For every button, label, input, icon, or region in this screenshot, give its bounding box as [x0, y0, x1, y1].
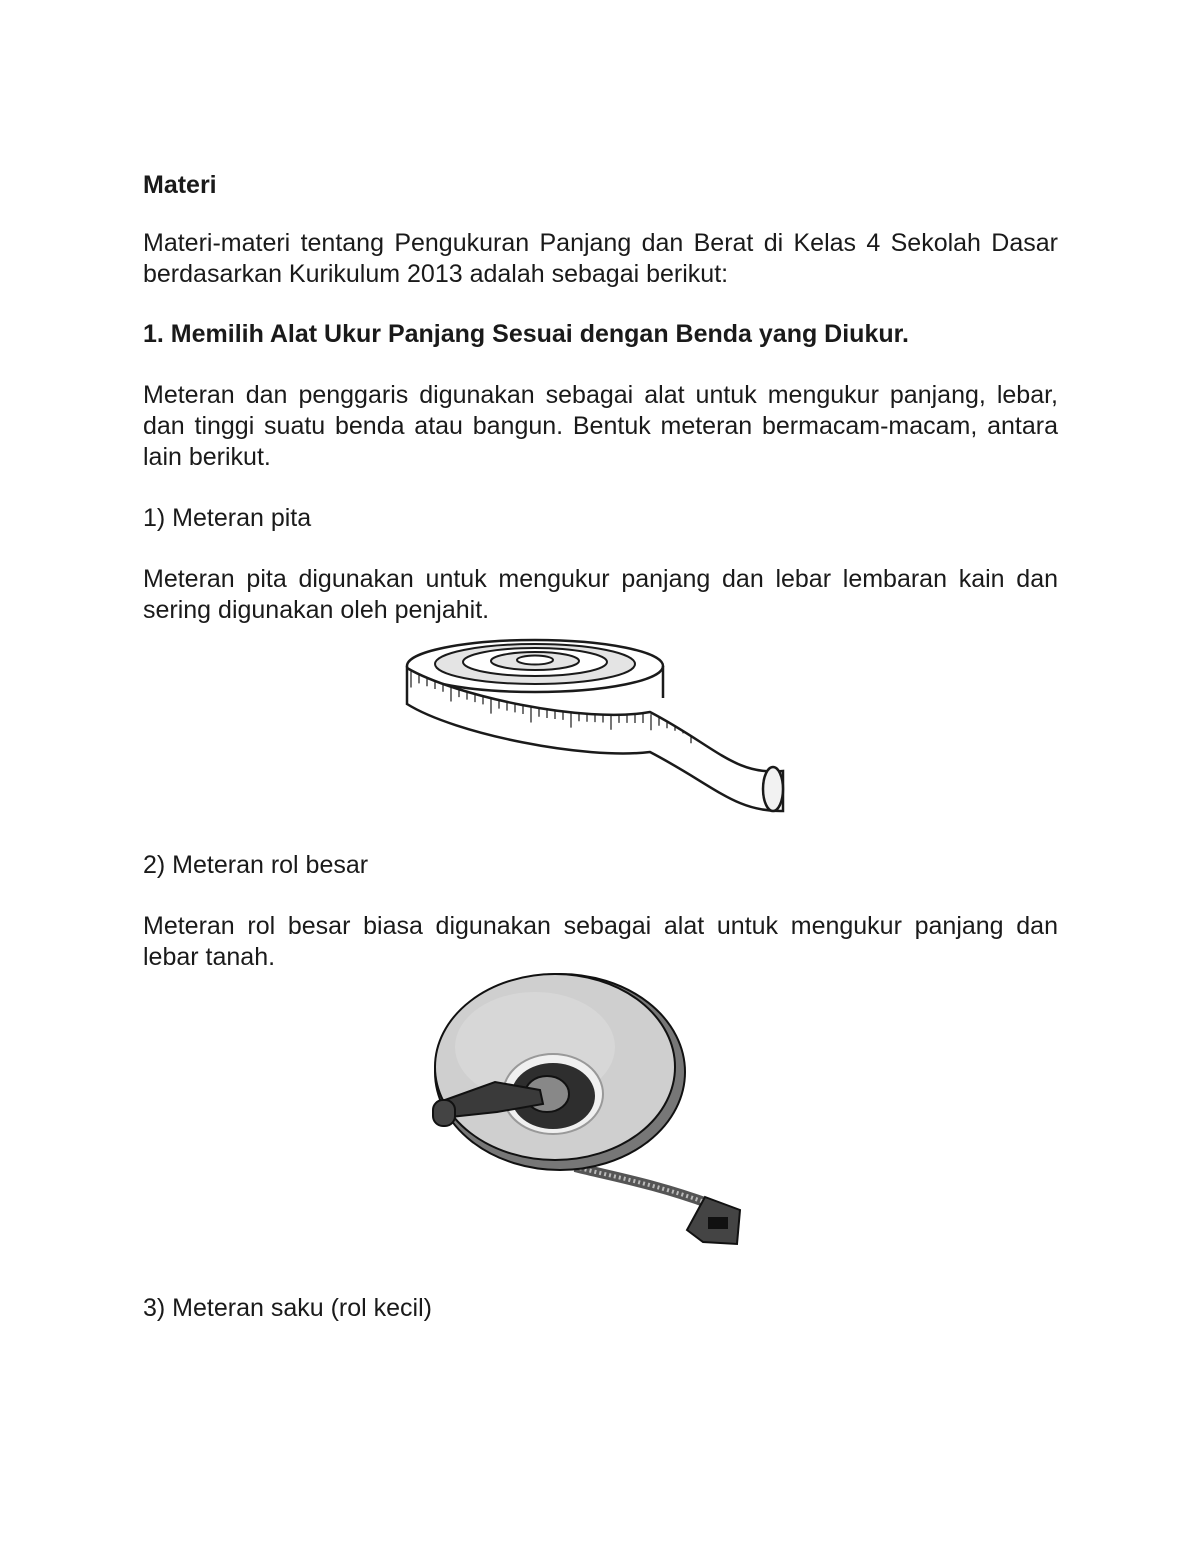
- section-title: 1. Memilih Alat Ukur Panjang Sesuai dengan Benda yang Diukur.: [143, 320, 909, 348]
- reel-tape-measure-icon: [425, 972, 755, 1262]
- page-heading: Materi: [143, 171, 217, 199]
- item-title-meteran-pita: 1) Meteran pita: [143, 504, 312, 532]
- item-description-meteran-pita: Meteran pita digunakan untuk mengukur panjang dan lebar lembaran kain dan sering digunakan oleh penjahit.: [143, 565, 1058, 624]
- section-paragraph: Meteran dan penggaris digunakan sebagai alat untuk mengukur panjang, lebar, dan tinggi suatu benda atau bangun. Bentuk meteran bermacam-macam, antara lain berikut.: [143, 381, 1058, 471]
- intro-paragraph: Materi-materi tentang Pengukuran Panjang dan Berat di Kelas 4 Sekolah Dasar berdasarkan Kurikulum 2013 adalah sebagai berikut:: [143, 229, 1058, 288]
- tape-measure-roll-icon: [395, 636, 795, 814]
- item-title-meteran-saku: 3) Meteran saku (rol kecil): [143, 1294, 432, 1322]
- item-description-meteran-rol-besar: Meteran rol besar biasa digunakan sebagai alat untuk mengukur panjang dan lebar tanah.: [143, 912, 1058, 971]
- item-title-meteran-rol-besar: 2) Meteran rol besar: [143, 851, 369, 879]
